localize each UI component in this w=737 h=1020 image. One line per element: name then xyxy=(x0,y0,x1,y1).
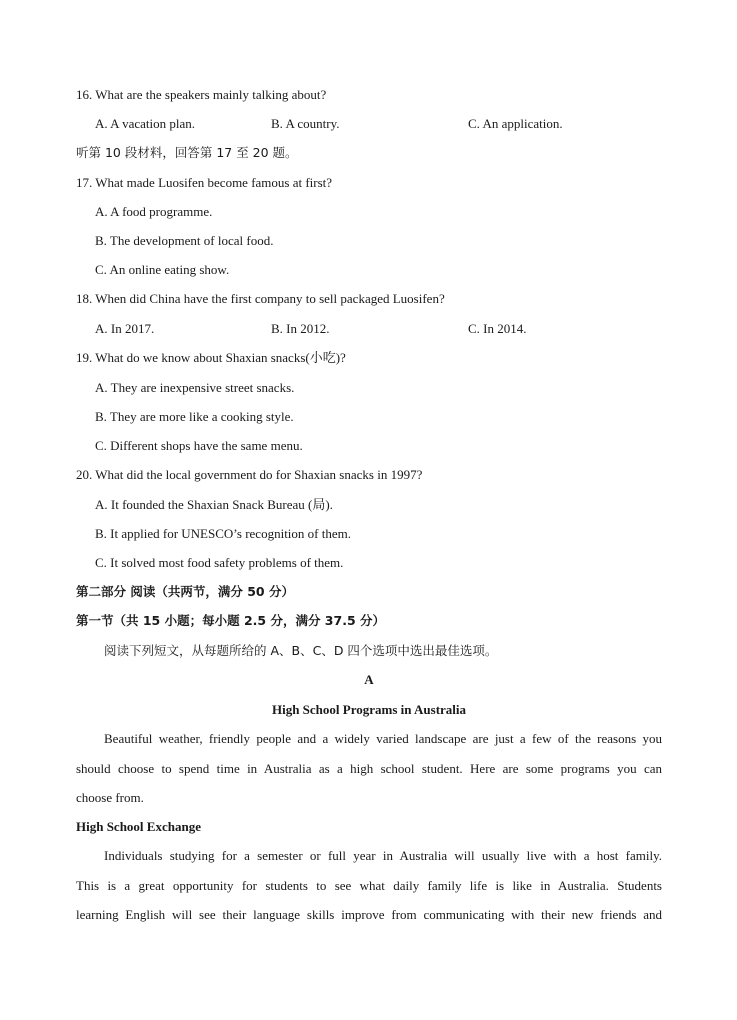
q19-option-c: C. Different shops have the same menu. xyxy=(95,438,303,453)
reading-section-heading: 第一节（共 15 小题；每小题 2.5 分，满分 37.5 分） xyxy=(76,613,385,628)
question-17: 17. What made Luosifen become famous at first? xyxy=(76,175,333,190)
q17-option-a: A. A food programme. xyxy=(95,204,213,219)
passage-title: High School Programs in Australia xyxy=(271,702,467,717)
body-paragraph-line-1: Individuals studying for a semester or full year in Australia will usually live with a host family. xyxy=(104,848,662,863)
question-16: 16. What are the speakers mainly talking about? xyxy=(76,87,327,102)
intro-paragraph-line-1: Beautiful weather, friendly people and a widely varied landscape are just a few of the reasons you xyxy=(104,731,662,746)
q20-option-a: A. It founded the Shaxian Snack Bureau (局). xyxy=(95,497,333,512)
body-paragraph-line-2: This is a great opportunity for students to see what daily family life is like in Australia. Students xyxy=(76,878,662,893)
q16-option-b: B. A country. xyxy=(271,116,340,131)
q18-option-b: B. In 2012. xyxy=(271,321,330,336)
q20-option-c: C. It solved most food safety problems of them. xyxy=(95,555,344,570)
reading-instruction: 阅读下列短文，从每题所给的 A、B、C、D 四个选项中选出最佳选项。 xyxy=(104,643,498,658)
q18-option-c: C. In 2014. xyxy=(468,321,527,336)
q17-option-c: C. An online eating show. xyxy=(95,262,230,277)
q16-option-c: C. An application. xyxy=(468,116,563,131)
body-paragraph-line-3: learning English will see their language skills improve from communicating with their new friends and xyxy=(76,907,662,922)
q19-option-b: B. They are more like a cooking style. xyxy=(95,409,294,424)
intro-paragraph-line-3: choose from. xyxy=(76,790,144,805)
q18-option-a: A. In 2017. xyxy=(95,321,155,336)
question-19: 19. What do we know about Shaxian snacks(小吃)? xyxy=(76,350,346,365)
reading-part-heading: 第二部分 阅读（共两节，满分 50 分） xyxy=(76,584,294,599)
passage-letter: A xyxy=(364,672,374,687)
intro-paragraph-line-2: should choose to spend time in Australia as a high school student. Here are some programs you can xyxy=(76,761,662,776)
q20-option-b: B. It applied for UNESCO’s recognition of them. xyxy=(95,526,351,541)
listening-instruction-10: 听第 10 段材料，回答第 17 至 20 题。 xyxy=(76,145,298,160)
subheading-high-school-exchange: High School Exchange xyxy=(76,819,201,834)
q17-option-b: B. The development of local food. xyxy=(95,233,274,248)
question-18: 18. When did China have the first company to sell packaged Luosifen? xyxy=(76,291,445,306)
q19-option-a: A. They are inexpensive street snacks. xyxy=(95,380,295,395)
q16-option-a: A. A vacation plan. xyxy=(95,116,196,131)
question-20: 20. What did the local government do for Shaxian snacks in 1997? xyxy=(76,467,423,482)
